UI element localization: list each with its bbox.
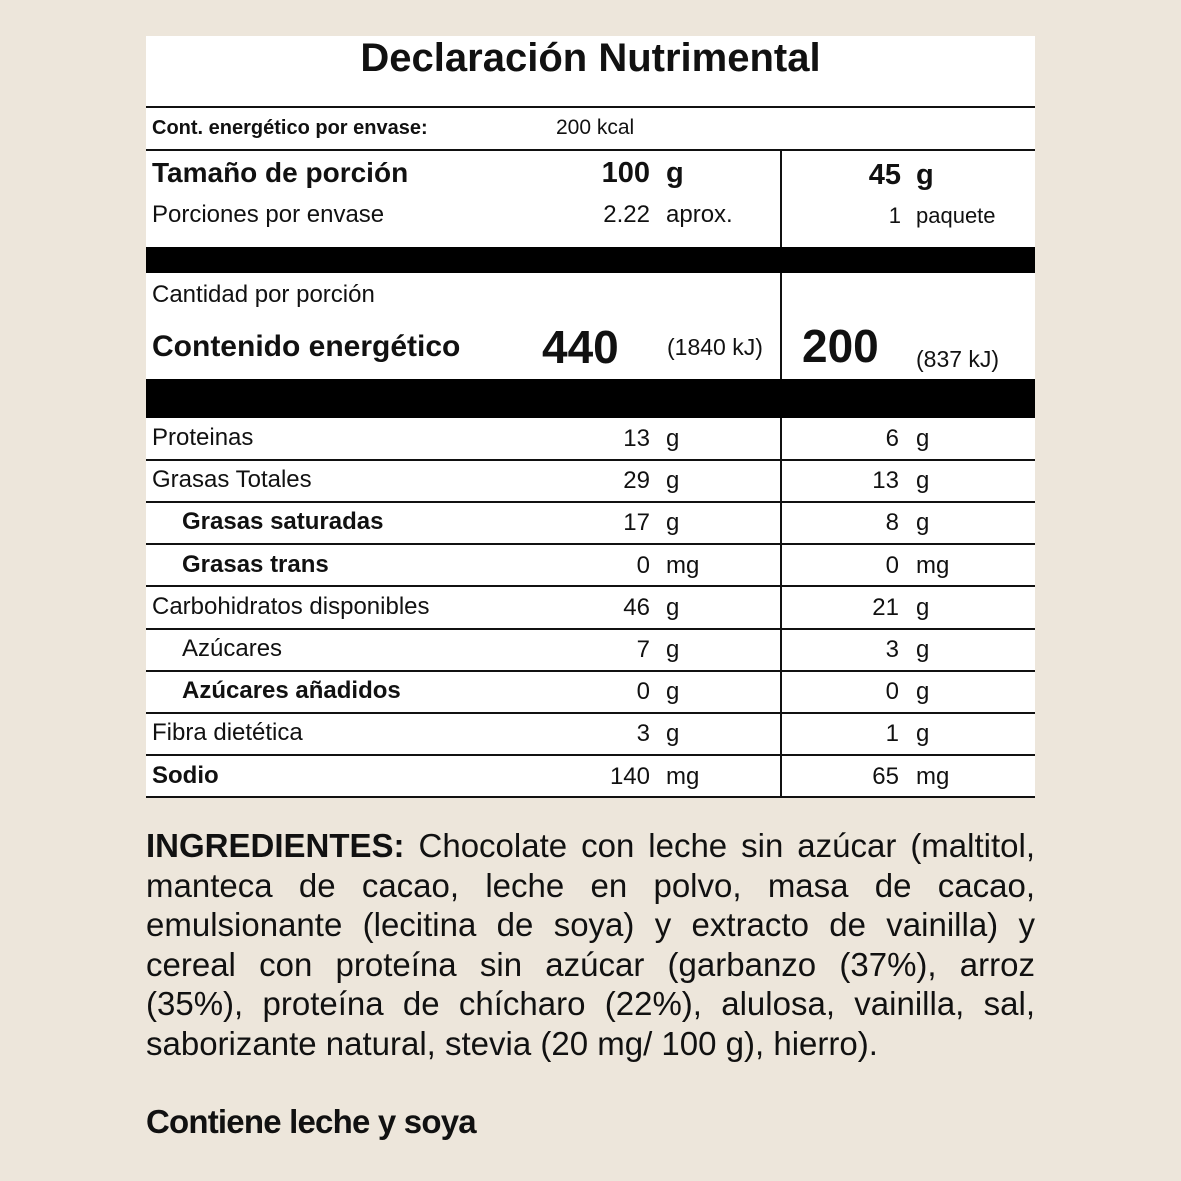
energy-col2-kj: (837 kJ) [916,346,1000,372]
energy-col1-kj: (1840 kJ) [667,334,763,360]
nutrient-col2-value: 65 [872,763,899,790]
nutrient-name: Azúcares [182,635,283,662]
nutrient-col2-value: 3 [885,636,899,663]
nutrient-col1-unit: g [666,678,680,705]
nutrient-col1-unit: g [666,425,680,452]
nutrient-col2-value: 6 [885,425,899,452]
nutrient-col1-value: 17 [623,509,650,536]
nutrient-row [146,671,1035,713]
nutrition-facts-label [146,36,1035,798]
serving-size-label: Tamaño de porción [152,157,409,188]
nutrient-name: Proteinas [152,424,254,451]
servings-col1-note: aprox. [666,201,733,228]
nutrient-name: Carbohidratos disponibles [152,593,430,620]
column-divider [780,149,782,247]
divider [146,796,1035,798]
nutrient-name: Sodio [152,762,219,789]
nutrient-row [146,502,1035,544]
nutrient-col1-value: 46 [623,594,650,621]
thick-divider [146,379,1035,418]
nutrient-col2-unit: g [916,467,930,494]
label-title: Declaración Nutrimental [360,36,821,80]
nutrient-col1-unit: mg [666,763,700,790]
energy-content-label: Contenido energético [152,330,461,363]
nutrient-col1-value: 13 [623,425,650,452]
nutrient-col1-value: 0 [636,678,650,705]
nutrient-col1-value: 7 [636,636,650,663]
allergens-statement: Contiene leche y soya [146,1103,476,1140]
servings-per-package-label: Porciones por envase [152,201,385,228]
nutrient-col2-value: 21 [872,594,899,621]
column-divider [780,273,782,379]
nutrient-col2-unit: g [916,509,930,536]
nutrient-col1-unit: g [666,467,680,494]
divider [146,149,1035,151]
nutrient-col1-value: 29 [623,467,650,494]
energy-col2-kcal: 200 [802,320,879,372]
nutrient-name: Grasas saturadas [182,508,384,535]
nutrient-col2-unit: g [916,594,930,621]
nutrient-row [146,545,1035,587]
thick-divider [146,247,1035,273]
divider [146,106,1035,108]
nutrient-name: Fibra dietética [152,719,303,746]
nutrient-col1-value: 140 [609,763,650,790]
nutrient-row [146,713,1035,755]
nutrient-col1-unit: g [666,594,680,621]
nutrient-col2-value: 8 [885,509,899,536]
energy-col1-kcal: 440 [542,321,619,373]
servings-col1: 2.22 [603,201,650,228]
energy-per-package-value: 200 kcal [556,116,635,139]
nutrient-col2-unit: g [916,720,930,747]
nutrient-row [146,756,1035,798]
nutrient-col2-value: 13 [872,467,899,494]
ingredients-heading: INGREDIENTES: [146,827,405,864]
nutrient-col2-unit: g [916,636,930,663]
serving-size-col2: 45 [868,159,901,191]
nutrient-col2-value: 0 [885,678,899,705]
nutrient-name: Grasas Totales [152,466,312,493]
nutrient-name: Grasas trans [182,551,329,578]
nutrient-col2-value: 0 [885,552,899,579]
nutrient-col1-unit: g [666,636,680,663]
nutrient-col2-value: 1 [885,720,899,747]
nutrient-col2-unit: mg [916,763,950,790]
serving-size-col1: 100 [601,157,650,189]
nutrient-col1-value: 3 [636,720,650,747]
amount-per-serving-label: Cantidad por porción [152,281,375,308]
nutrient-col1-unit: g [666,720,680,747]
nutrient-col2-unit: g [916,425,930,452]
nutrient-name: Azúcares añadidos [182,677,401,704]
nutrient-row [146,460,1035,502]
nutrient-row [146,418,1035,460]
nutrient-row [146,629,1035,671]
servings-col2: 1 [888,203,901,228]
nutrient-col1-value: 0 [636,552,650,579]
serving-size-col2-unit: g [916,159,934,191]
nutrient-col2-unit: mg [916,552,950,579]
nutrient-col1-unit: g [666,509,680,536]
nutrient-col1-unit: mg [666,552,700,579]
nutrient-row [146,587,1035,629]
energy-per-package-label: Cont. energético por envase: [152,117,428,139]
ingredients-paragraph [146,826,1035,1063]
servings-col2-note: paquete [916,203,996,228]
serving-size-col1-unit: g [666,157,684,189]
ingredients-text: Chocolate con leche sin azúcar (maltitol, manteca de cacao, leche en polvo, masa de cacao, emulsionante (lecitina de soya) y extracto de vainilla) y cereal con proteína sin azúcar (garbanzo (37%), arroz (35%), proteína de chícharo (22%), alulosa, vainilla, sal, saborizante natural, stevia (20 mg/ 100 g), hierro). [146,827,1036,1062]
nutrient-col2-unit: g [916,678,930,705]
